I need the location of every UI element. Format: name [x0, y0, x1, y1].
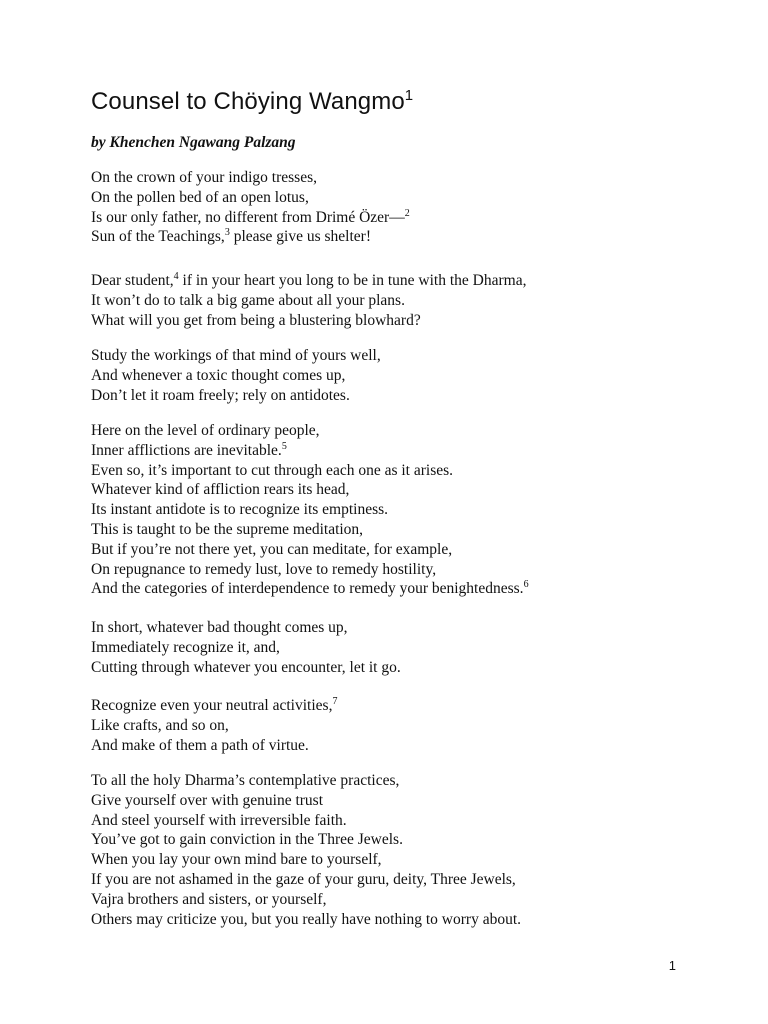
author-byline: by Khenchen Ngawang Palzang: [91, 134, 296, 151]
verse-line: Its instant antidote is to recognize its emptiness.: [91, 501, 389, 519]
poem-title-text: Counsel to Chöying Wangmo: [91, 88, 405, 115]
stanza-6: [91, 696, 337, 755]
verse-line: Dear student,$^4$ if in your heart you long to be in tune with the Dharma,: [91, 271, 527, 289]
footnote-ref[interactable]: 5: [281, 440, 287, 452]
verse-line: Here on the level of ordinary people,: [91, 422, 320, 439]
verse-line: And the categories of interdependence to remedy your benightedness.$^6$: [91, 579, 529, 598]
verse-line: Whatever kind of affliction rears its head,: [91, 481, 350, 499]
verse-line: Don’t let it roam freely; rely on antidotes.: [91, 386, 350, 404]
verse-line: Cutting through whatever you encounter, let it go.: [91, 658, 401, 676]
stanza-7: [91, 771, 521, 929]
verse-line: Vajra brothers and sisters, or yourself,: [91, 890, 327, 908]
verse-line: To all the holy Dharma’s contemplative practices,: [91, 772, 400, 789]
verse-line: Study the workings of that mind of yours well,: [91, 347, 381, 364]
footnote-ref[interactable]: 7: [332, 696, 338, 707]
verse-line: On the pollen bed of an open lotus,: [91, 188, 309, 206]
verse-line: If you are not ashamed in the gaze of your guru, deity, Three Jewels,: [91, 870, 516, 888]
footnote-ref[interactable]: 4: [173, 271, 179, 282]
stanza-5: [91, 618, 401, 677]
verse-line: Inner afflictions are inevitable.$^5$: [91, 440, 287, 459]
verse-line: Even so, it’s important to cut through each one as it arises.: [91, 461, 454, 479]
stanza-4: [91, 421, 529, 599]
page-number: 1: [668, 958, 676, 973]
verse-line: Sun of the Teachings,$^3$ please give us shelter!: [91, 227, 371, 246]
stanza-3: [91, 346, 381, 405]
footnote-ref[interactable]: 6: [523, 579, 529, 591]
verse-line: Others may criticize you, but you really have nothing to worry about.: [91, 910, 522, 928]
verse-line: This is taught to be the supreme meditation,: [91, 520, 364, 538]
verse-line: And steel yourself with irreversible faith.: [91, 811, 347, 829]
footnote-ref[interactable]: 2: [404, 207, 410, 219]
footnote-ref[interactable]: 3: [224, 227, 230, 239]
stanza-2: [91, 271, 526, 330]
verse-line: You’ve got to gain conviction in the Three Jewels.: [91, 831, 403, 849]
verse-line: It won’t do to talk a big game about all your plans.: [91, 291, 405, 309]
verse-line: In short, whatever bad thought comes up,: [91, 619, 348, 636]
verse-line: Like crafts, and so on,: [91, 716, 229, 734]
verse-line: What will you get from being a blustering blowhard?: [91, 311, 421, 329]
verse-line: Give yourself over with genuine trust: [91, 791, 324, 809]
verse-line: Is our only father, no different from Drimé Özer—$^2$: [91, 207, 410, 226]
verse-line: And whenever a toxic thought comes up,: [91, 366, 346, 384]
verse-line: Immediately recognize it, and,: [91, 638, 280, 656]
verse-line: And make of them a path of virtue.: [91, 736, 309, 754]
verse-line: On the crown of your indigo tresses,: [91, 169, 317, 186]
verse-line: Recognize even your neutral activities,$^7$: [91, 696, 338, 714]
footnote-ref[interactable]: 1: [404, 87, 414, 104]
poem-title: [91, 88, 413, 116]
verse-line: When you lay your own mind bare to yourself,: [91, 851, 382, 869]
verse-line: But if you’re not there yet, you can meditate, for example,: [91, 540, 453, 558]
verse-line: On repugnance to remedy lust, love to remedy hostility,: [91, 560, 437, 578]
stanza-1: [91, 168, 410, 247]
